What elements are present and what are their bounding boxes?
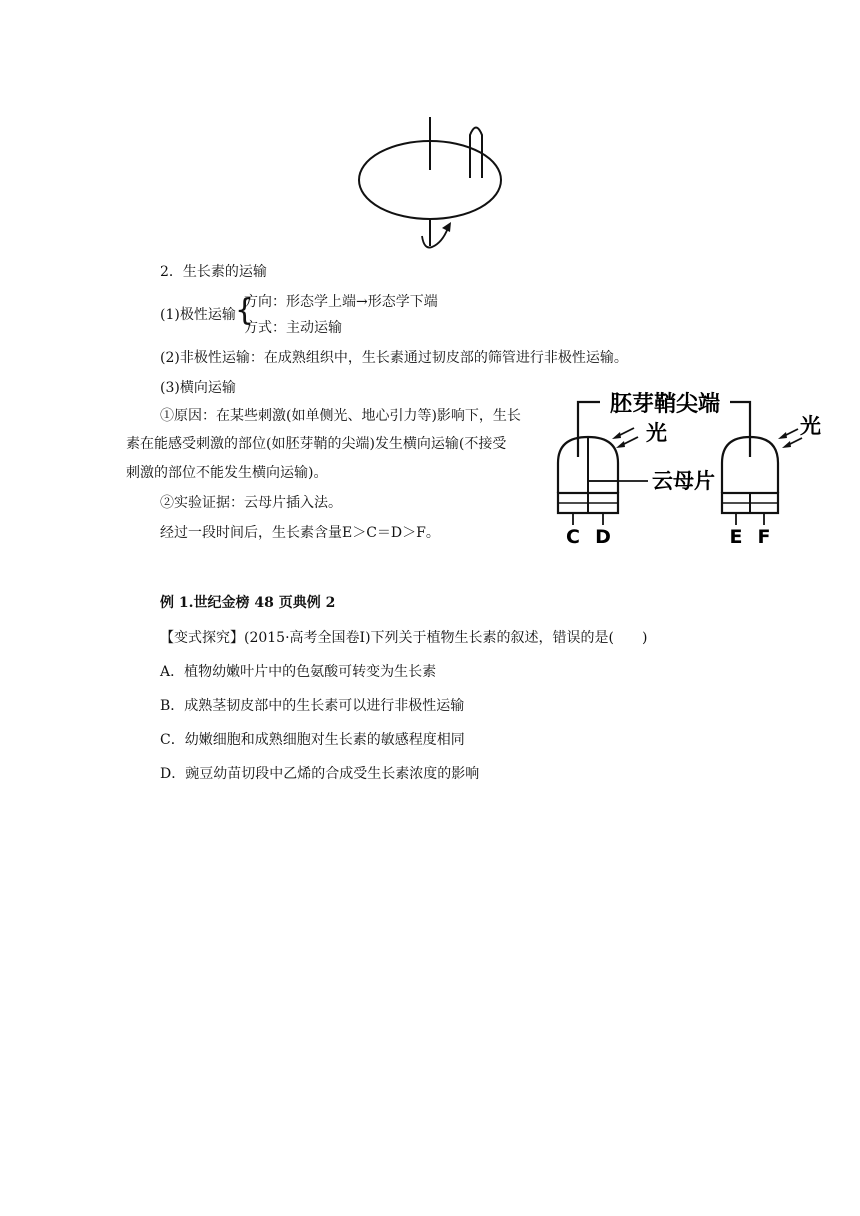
reason-line-2: 素在能感受刺激的部位(如胚芽鞘的尖端)发生横向运输(不接受 [126, 436, 507, 452]
conclusion: 经过一段时间后，生长素含量E＞C＝D＞F。 [160, 525, 440, 541]
label-E: E [729, 526, 743, 548]
option-c: C．幼嫩细胞和成熟细胞对生长素的敏感程度相同 [160, 732, 465, 748]
light-label-left: 光 [646, 421, 667, 445]
label-C: C [566, 526, 580, 548]
polar-direction: 方向：形态学上端→形态学下端 [244, 294, 438, 310]
lateral-transport-label: (3)横向运输 [160, 380, 236, 396]
reason-line-1: ①原因：在某些刺激(如单侧光、地心引力等)影响下，生长 [160, 408, 521, 424]
example-title: 例 1.世纪金榜 48 页典例 2 [160, 595, 336, 611]
rotation-arrow [422, 228, 448, 248]
polar-mode: 方式：主动运输 [244, 320, 342, 336]
option-d: D．豌豆幼苗切段中乙烯的合成受生长素浓度的影响 [160, 766, 480, 782]
reason-line-3: 刺激的部位不能发生横向运输)。 [126, 465, 328, 481]
label-D: D [595, 526, 611, 548]
nonpolar-transport: (2)非极性运输：在成熟组织中，生长素通过韧皮部的筛管进行非极性运输。 [160, 350, 628, 366]
option-b: B．成熟茎韧皮部中的生长素可以进行非极性运输 [160, 698, 465, 714]
mica-label: 云母片 [652, 469, 715, 493]
section-heading: 2．生长素的运输 [160, 264, 267, 280]
tip-bracket-right [730, 402, 750, 457]
evidence: ②实验证据：云母片插入法。 [160, 495, 342, 511]
example-question: 【变式探究】(2015·高考全国卷Ⅰ)下列关于植物生长素的叙述，错误的是( ) [160, 630, 648, 646]
polar-transport-label: (1)极性运输 [160, 307, 236, 323]
tip-label: 胚芽鞘尖端 [609, 392, 721, 417]
brace-glyph: { [235, 293, 255, 328]
coleoptile-mica-figure [550, 385, 830, 550]
label-F: F [757, 526, 771, 548]
light-label-right: 光 [800, 414, 821, 438]
option-a: A．植物幼嫩叶片中的色氨酸可转变为生长素 [160, 664, 437, 680]
rotating-disc-figure [350, 110, 520, 260]
